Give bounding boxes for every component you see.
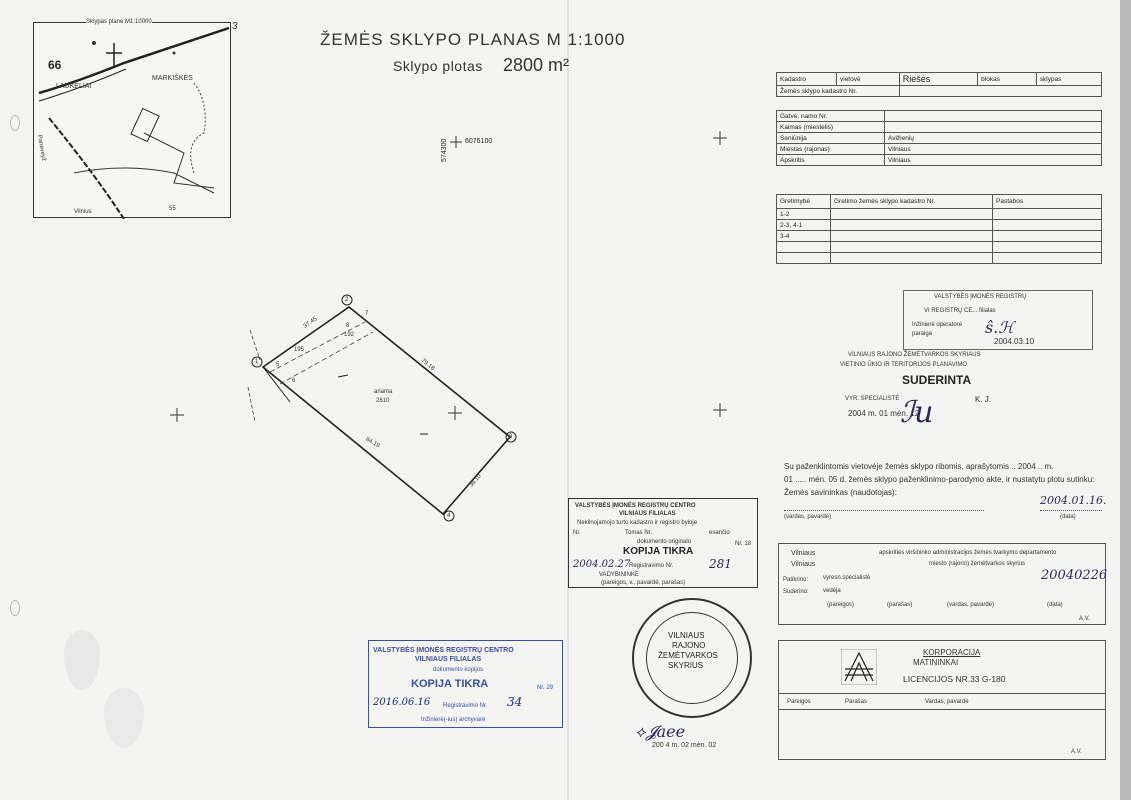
registry-stamp-middle <box>568 498 758 588</box>
address-village-value <box>885 122 1102 133</box>
area-label: 2610 <box>376 398 390 404</box>
admin-initials: A.V. <box>1079 616 1090 622</box>
page-fold <box>567 0 569 800</box>
approval-status: SUDERINTA <box>902 373 972 387</box>
address-table <box>776 110 1102 166</box>
inset-label-55: 55 <box>169 206 176 212</box>
landuse-label: ariama <box>374 389 393 395</box>
plot-area-label: Sklypo plotas <box>393 58 483 74</box>
approval-date-line: 2004 m. 01 mėn. 12 <box>848 409 920 418</box>
round-stamp-center3: ŽEMĖTVARKOS <box>658 651 718 660</box>
registry-stamp-bottom-role: Inžinierė(-ius) archyvarė <box>421 717 486 723</box>
approval-signature-name: K. J. <box>975 395 992 404</box>
registry-stamp-bottom-line1: VALSTYBĖS ĮMONĖS REGISTRŲ CENTRO <box>373 647 514 654</box>
address-city-label: Miestas (rajonas) <box>777 144 885 155</box>
registry-stamp-middle-line4: Nr. <box>573 530 581 536</box>
registry-stamp-top-line3: Inžinierė operatorė <box>912 322 963 328</box>
admin-line1-left: Vilniaus <box>791 550 816 557</box>
registry-stamp-top-signature: ŝ.ℋ <box>985 318 1015 337</box>
registry-stamp-top-line4: paraiga <box>912 331 933 337</box>
registry-stamp-bottom-date: 2016.06.16 <box>373 697 431 708</box>
owner-ack-line2: 01 ..... mėn. 05 d. žemės sklypo paženklinimo-parodymo akte, ir nustatytu plotu sutinku: <box>784 475 1095 484</box>
plan-title: ŽEMĖS SKLYPO PLANAS M 1:1000 <box>320 30 626 49</box>
registry-stamp-middle-line1: VALSTYBĖS ĮMONĖS REGISTRŲ CENTRO <box>575 503 696 509</box>
dimension-3-4: 38.10 <box>468 473 483 489</box>
neighbours-row-4 <box>777 242 831 253</box>
registry-stamp-middle-nr: Nr. 18 <box>735 541 752 547</box>
admin-position2: vedėja <box>823 588 841 594</box>
point-label-5: 5 <box>276 362 280 368</box>
admin-checked: Patikrino: <box>783 577 809 583</box>
owner-ack-name-line <box>784 510 984 511</box>
point-label-7: 7 <box>365 311 369 317</box>
address-eldership-value: Avižienių <box>885 133 1102 144</box>
address-county-label: Apskritis <box>777 155 885 166</box>
inset-label-laukeliai: LAUKELIAI <box>56 83 92 90</box>
neighbours-row-5 <box>777 253 831 264</box>
company-cap-sign: Parašas <box>845 699 868 705</box>
round-stamp-date: 200 4 m. 02 mėn. 02 <box>652 742 717 749</box>
plot-area-value: 2800 m² <box>503 55 570 75</box>
admin-cap-name: (vardas, pavardė) <box>947 602 995 608</box>
admin-date-value: 20040226 <box>1041 568 1108 583</box>
page-number: 3 <box>232 21 238 32</box>
company-initials: A.V. <box>1071 749 1082 755</box>
neighbours-row-1: 1-2 <box>777 209 831 220</box>
point-4-label: 4 <box>447 513 451 519</box>
dimension-1-2: 37.45 <box>302 316 319 330</box>
owner-ack-line3: Žemės savininkas (naudotojas): <box>784 488 897 497</box>
company-section <box>778 640 1106 760</box>
approval-signature: ℐu <box>900 395 934 430</box>
registry-stamp-middle-reg-label: Registravimo Nr. <box>629 563 674 569</box>
round-stamp <box>632 598 752 718</box>
parcel-label-8: 8 <box>346 323 350 329</box>
registry-stamp-bottom-reg-value: 34 <box>507 695 523 709</box>
company-name2: MATININKAI <box>913 658 959 667</box>
inset-label-panevezys: Paneveyž <box>35 134 47 162</box>
admin-line1-right: apskrities viršininko administracijos žemės tvarkymo departamento <box>879 550 1057 556</box>
point-3-label: 3 <box>509 434 513 440</box>
registry-stamp-top-line2: VI REGISTRŲ CE... filialas <box>924 308 996 314</box>
registry-stamp-middle-date: 2004.02.27 <box>573 559 631 570</box>
address-county-value: Vilniaus <box>885 155 1102 166</box>
registry-stamp-middle-caption: (pareigos, v., pavardė, parašas) <box>601 580 686 586</box>
neighbours-row-3: 3-4 <box>777 231 831 242</box>
address-street-label: Gatvė, namo Nr. <box>777 111 885 122</box>
approval-dept2: VIETINIO ŪKIO IR TERITORIJOS PLANAVIMO <box>840 362 968 368</box>
company-cap-name: Vardas, pavardė <box>925 699 969 705</box>
round-stamp-signature: ⟡𝓙aee <box>635 722 686 741</box>
neighbours-header-3: Pastabos <box>993 195 1102 209</box>
neighbours-table <box>776 194 1102 264</box>
address-city-value: Vilniaus <box>885 144 1102 155</box>
inset-map-caption: Sklypas plane M1:10000 <box>86 19 152 25</box>
registry-stamp-middle-line7: dokumento originalo <box>637 539 692 545</box>
registry-stamp-middle-role: VADYBININKĖ <box>599 572 639 578</box>
inset-map-drawing <box>34 23 232 219</box>
inset-label-markiskes: MARKIŠKĖS <box>152 75 193 82</box>
round-stamp-center4: SKYRIUS <box>668 661 704 670</box>
watermark-drop-2 <box>104 688 144 748</box>
northing-coordinate: 6076100 <box>465 138 493 145</box>
admin-cap-date: (data) <box>1047 602 1063 608</box>
owner-ack-date-value: 2004.01.16. <box>1040 494 1107 507</box>
page-right-edge <box>1120 0 1131 800</box>
address-village-label: Kaimas (miestelis) <box>777 122 885 133</box>
registry-stamp-bottom <box>368 640 563 728</box>
neighbours-header-2: Gretimo žemės sklypo kadastro Nr. <box>831 195 993 209</box>
company-divider2 <box>779 709 1105 710</box>
registry-stamp-middle-title: KOPIJA TIKRA <box>623 546 694 557</box>
registry-stamp-top-date: 2004.03.10 <box>994 337 1035 346</box>
registry-stamp-top-line1: VALSTYBĖS ĮMONĖS REGISTRŲ <box>934 294 1027 300</box>
cadastre-c4: sklypas <box>1036 73 1101 86</box>
owner-ack-line1: Su paženklintomis vietovėje žemės sklypo ribomis, aprašytomis .. 2004 .. m. <box>784 462 1054 471</box>
punch-hole-1 <box>10 115 20 131</box>
registry-stamp-bottom-reg-label: Registravimo Nr. <box>443 703 488 709</box>
registry-stamp-bottom-nr: Nr. 29 <box>537 685 554 691</box>
admin-line2-left: Vilniaus <box>791 561 816 568</box>
plot-drawing <box>245 292 545 522</box>
admin-cap-position: (pareigos) <box>827 602 855 608</box>
approval-specialist: VYR. SPECIALISTĖ <box>845 396 900 402</box>
cadastre-label: Kadastro <box>777 73 837 86</box>
cadastre-c1: vietovė <box>837 73 900 86</box>
owner-ack-date-caption: (data) <box>1060 514 1076 520</box>
cadastre-c2: Riešės <box>899 73 977 86</box>
registry-stamp-bottom-line3: dokumento kopijos <box>433 667 484 673</box>
inset-map <box>33 19 231 218</box>
neighbours-header-1: Gretimybė <box>777 195 831 209</box>
address-eldership-label: Seniūnija <box>777 133 885 144</box>
registry-stamp-middle-line5: Tomas Nr. <box>625 530 653 536</box>
registry-stamp-bottom-title: KOPIJA TIKRA <box>411 678 489 690</box>
admin-position1: vyresn.specialistė <box>823 575 871 581</box>
address-street-value <box>885 111 1102 122</box>
easting-coordinate: 574300 <box>441 138 448 162</box>
point-1-label: 1 <box>255 359 259 365</box>
registry-stamp-middle-line3: Nekilnojamojo turto kadastro ir registro byloje <box>577 520 698 526</box>
cadastre-c3: blokas <box>978 73 1037 86</box>
owner-ack-date-line <box>1040 510 1102 511</box>
cadastre-table <box>776 72 1102 97</box>
company-logo <box>841 649 877 685</box>
round-stamp-center2: RAJONO <box>672 641 706 650</box>
point-label-6: 6 <box>292 378 296 384</box>
cadastre-nr-label: Žemės sklypo kadastro Nr. <box>777 86 900 97</box>
cadastre-nr-value <box>899 86 1101 97</box>
approval-dept: VILNIAUS RAJONO ŽEMĖTVARKOS SKYRIAUS <box>848 352 981 358</box>
company-divider <box>779 693 1105 694</box>
dimension-2-3: 79.18 <box>419 357 436 373</box>
registry-stamp-bottom-line2: VILNIAUS FILIALAS <box>415 656 482 663</box>
registry-stamp-middle-line6: esančio <box>709 530 730 536</box>
neighbours-row-2: 2-3, 4-1 <box>777 220 831 231</box>
company-name: KORPORACIJA <box>923 648 981 657</box>
dimension-1-4: 84.19 <box>364 436 381 450</box>
round-stamp-center1: VILNIAUS <box>668 631 705 640</box>
registry-stamp-middle-reg-value: 281 <box>709 557 732 571</box>
registry-stamp-middle-line2: VILNIAUS FILIALAS <box>619 511 676 517</box>
punch-hole-2 <box>10 600 20 616</box>
owner-ack-name-caption: (vardas, pavardė) <box>784 514 832 520</box>
parcel-label-192: 192 <box>344 332 355 338</box>
admin-agreed: Suderino: <box>783 589 809 595</box>
admin-cap-sign: (parašas) <box>887 602 913 608</box>
company-license: LICENCIJOS NR.33 G-180 <box>903 674 1006 684</box>
parcel-label-195: 195 <box>294 347 305 353</box>
point-2-label: 2 <box>345 297 349 303</box>
company-cap-position: Pareigos <box>787 699 811 705</box>
admin-section <box>778 543 1106 625</box>
inset-label-vilnius: Vilnius <box>74 209 92 215</box>
inset-label-66: 66 <box>48 58 62 72</box>
admin-line2-right: miesto (rajono) žemėtvarkos skyrius <box>929 561 1026 567</box>
watermark-drop-1 <box>64 630 100 690</box>
